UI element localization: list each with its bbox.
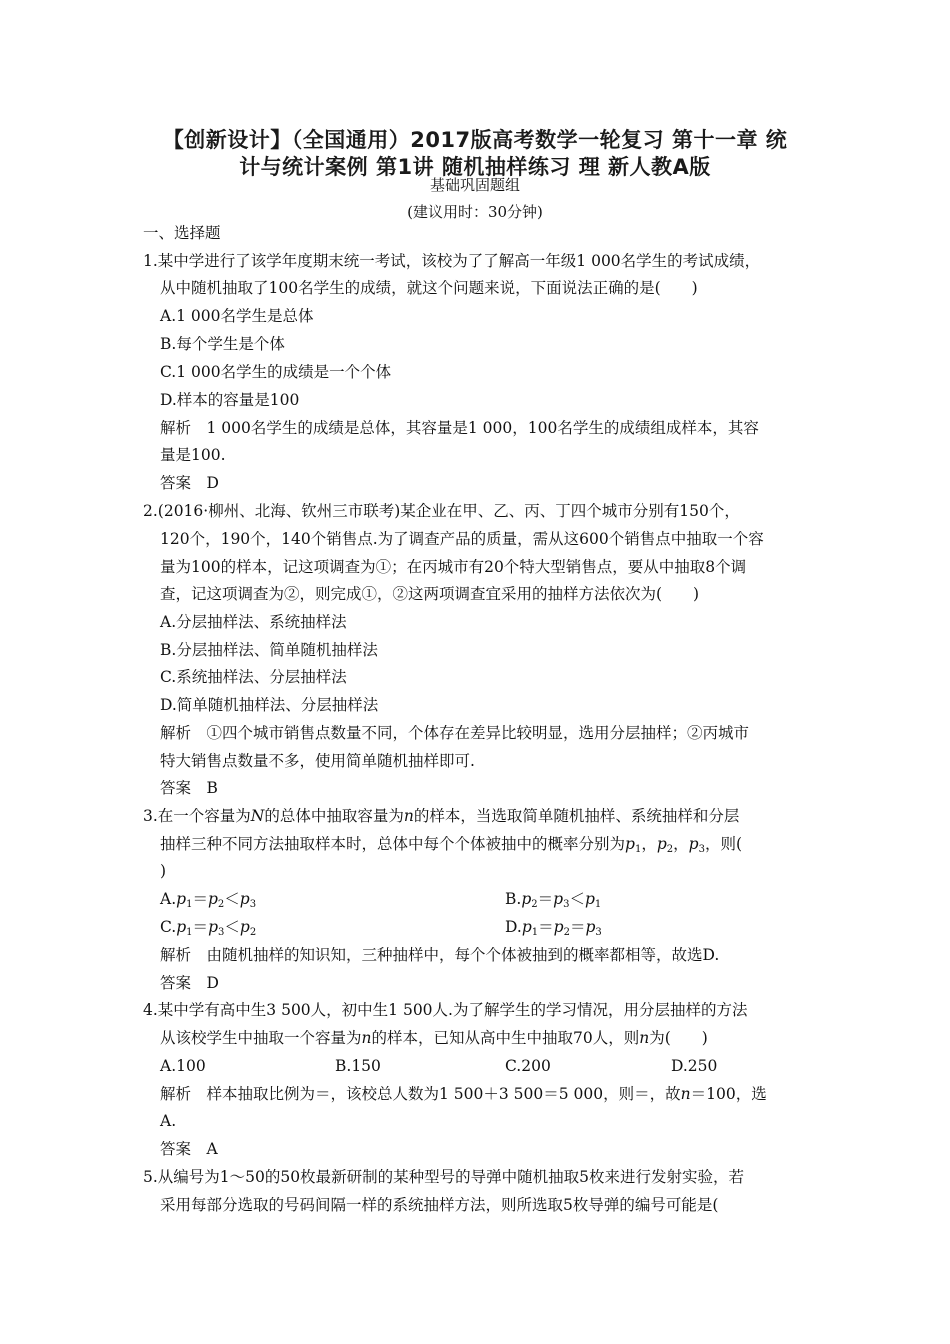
q4-stem-line1: 4.某中学有高中生3 500人，初中生1 500人.为了解学生的学习情况，用分层抽样的方法 bbox=[143, 1001, 748, 1019]
q2-option-d: D.简单随机抽样法、分层抽样法 bbox=[160, 696, 379, 714]
q3-stem-line1: 3.在一个容量为N的总体中抽取容量为n的样本，当选取简单随机抽样、系统抽样和分层 bbox=[143, 807, 740, 825]
q5-stem-line1: 5.从编号为1～50的50枚最新研制的某种型号的导弹中随机抽取5枚来进行发射实验，若 bbox=[143, 1168, 744, 1186]
q1-explanation-line1: 解析 1 000名学生的成绩是总体，其容量是1 000，100名学生的成绩组成样本，其容 bbox=[160, 419, 759, 437]
q3-option-c: $C.p_1=p_3<p_2$ bbox=[160, 918, 257, 938]
q5-stem-line2: 采用每部分选取的号码间隔一样的系统抽样方法，则所选取5枚导弹的编号可能是( bbox=[160, 1196, 719, 1214]
q1-option-a: A.1 000名学生是总体 bbox=[160, 307, 314, 325]
doc-title-line1: 【创新设计】（全国通用）2017版高考数学一轮复习 第十一章 统 bbox=[162, 128, 788, 152]
section-heading: 一、选择题 bbox=[143, 224, 221, 242]
doc-title-line2: 计与统计案例 第1讲 随机抽样练习 理 新人教A版 bbox=[239, 155, 711, 179]
time-hint: (建议用时：30分钟) bbox=[407, 203, 543, 221]
q4-answer: 答案 A bbox=[160, 1140, 218, 1158]
q4-option-b: B.150 bbox=[335, 1057, 381, 1075]
q2-stem-line1: 2.(2016·柳州、北海、钦州三市联考)某企业在甲、乙、丙、丁四个城市分别有150个， bbox=[143, 502, 740, 520]
q2-explanation-line1: 解析 ①四个城市销售点数量不同，个体存在差异比较明显，选用分层抽样；②丙城市 bbox=[160, 724, 750, 742]
q1-option-c: C.1 000名学生的成绩是一个个体 bbox=[160, 363, 392, 381]
q2-option-c: C.系统抽样法、分层抽样法 bbox=[160, 668, 347, 686]
q1-stem-line2: 从中随机抽取了100名学生的成绩，就这个问题来说，下面说法正确的是( ) bbox=[160, 279, 698, 297]
group-label: 基础巩固题组 bbox=[429, 176, 520, 194]
q4-explanation-line2: A. bbox=[160, 1112, 177, 1130]
q3-option-d: $D.p_1=p_2=p_3$ bbox=[505, 918, 602, 938]
q2-option-a: A.分层抽样法、系统抽样法 bbox=[160, 613, 347, 631]
q4-stem-line2: 从该校学生中抽取一个容量为n的样本，已知从高中生中抽取70人，则n为( ) bbox=[160, 1029, 708, 1047]
q1-answer: 答案 D bbox=[160, 474, 219, 492]
q2-stem-line3: 量为100的样本，记这项调查为①；在丙城市有20个特大型销售点，要从中抽取8个调 bbox=[160, 558, 747, 576]
q2-stem-line2: 120个，190个，140个销售点.为了调查产品的质量，需从这600个销售点中抽取一个容 bbox=[160, 530, 764, 548]
q1-stem-line1: 1.某中学进行了该学年度期末统一考试，该校为了了解高一年级1 000名学生的考试成绩， bbox=[143, 252, 761, 270]
q3-option-b: $B.p_2=p_3<p_1$ bbox=[505, 890, 602, 910]
q4-option-a: A.100 bbox=[160, 1057, 206, 1075]
q1-explanation-line2: 量是100. bbox=[160, 446, 226, 464]
q2-stem-line4: 查，记这项调查为②，则完成①，②这两项调查宜采用的抽样方法依次为( ) bbox=[160, 585, 700, 603]
q2-explanation-line2: 特大销售点数量不多，使用简单随机抽样即可. bbox=[160, 752, 475, 770]
q3-option-a: $A.p_1=p_2<p_3$ bbox=[160, 890, 257, 910]
q3-explanation: 解析 由随机抽样的知识知，三种抽样中，每个个体被抽到的概率都相等，故选D. bbox=[160, 946, 720, 964]
q4-explanation-line1: 解析 样本抽取比例为＝，该校总人数为1 500＋3 500＝5 000，则＝，故n＝100，选 bbox=[160, 1085, 767, 1103]
q3-stem-line2: 抽样三种不同方法抽取样本时，总体中每个个体被抽中的概率分别为$p_1$，$p_2$，$p_3$，则( bbox=[160, 835, 743, 855]
q1-option-b: B.每个学生是个体 bbox=[160, 335, 285, 353]
q3-stem-line3: ) bbox=[160, 862, 167, 880]
q2-answer: 答案 B bbox=[160, 779, 218, 797]
q3-answer: 答案 D bbox=[160, 974, 219, 992]
q2-option-b: B.分层抽样法、简单随机抽样法 bbox=[160, 641, 378, 659]
q4-option-d: D.250 bbox=[671, 1057, 718, 1075]
q4-option-c: C.200 bbox=[505, 1057, 551, 1075]
q1-option-d: D.样本的容量是100 bbox=[160, 391, 300, 409]
